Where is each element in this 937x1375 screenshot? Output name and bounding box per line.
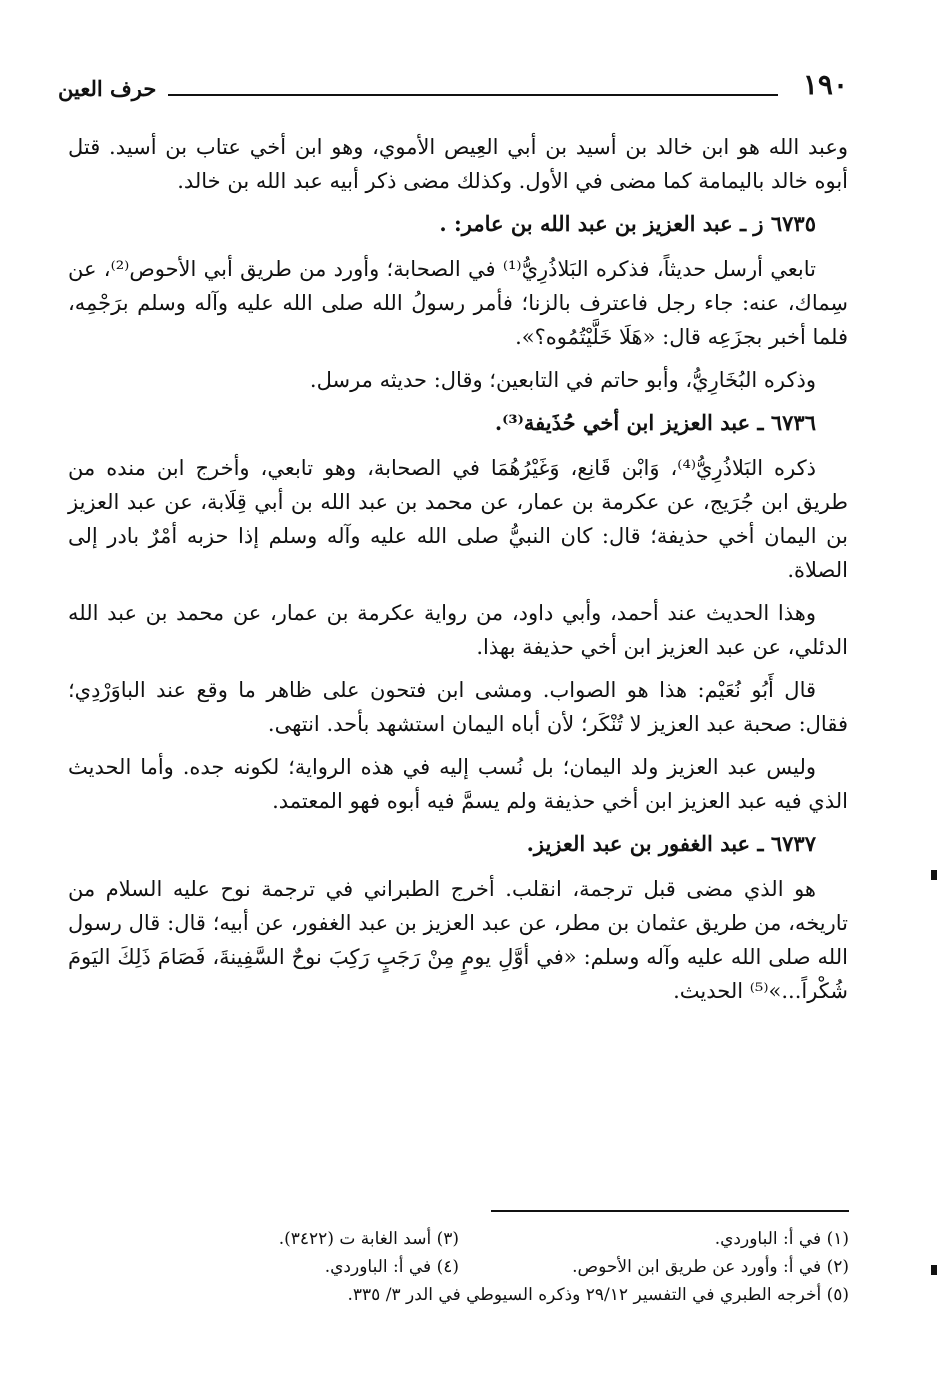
entry-heading: ٦٧٣٦ ـ عبد العزيز ابن أخي حُذَيفة⁽³⁾.: [494, 410, 816, 435]
paragraph: تابعي أرسل حديثاً، فذكره البَلاذُرِيُّ⁽¹⁾ في الصحابة؛ وأورد من طريق أبي الأحوص⁽²⁾، عن سِماك، عنه: جاء رجل فاعترف بالزنا؛ فأمر رسولُ الله صلى الله عليه وآله وسلم برَجْمِه، فلما أخبر بجزَعِه قال: «هَلَا خَلَّيْتُمُوه؟».: [68, 257, 848, 349]
header-rule: [168, 94, 778, 96]
paragraph: وهذا الحديث عند أحمد، وأبي داود، من رواية عكرمة بن عمار، عن محمد بن عبد الله الدئلي، عن عبد العزيز ابن أخي حذيفة بهذا.: [68, 601, 848, 659]
footnote-4: (٤) في أ: الباوردي.: [324, 1257, 459, 1277]
paragraph: وذكره البُخَارِيُّ، وأبو حاتم في التابعين؛ وقال: حديثه مرسل.: [309, 368, 816, 392]
footnote-5: (٥) أخرجه الطبري في التفسير ٢٩/١٢ وذكره السيوطي في الدر ٣/ ٣٣٥.: [347, 1285, 849, 1305]
footnote-2: (٢) في أ: وأورد عن طريق ابن الأحوص.: [572, 1257, 849, 1277]
running-title: حرف العين: [58, 76, 157, 101]
footnote-row: [169, 1225, 849, 1253]
footnote-row: [169, 1253, 849, 1281]
main-text: [68, 130, 848, 1190]
margin-mark: [931, 1265, 937, 1275]
entry-heading: ٦٧٣٧ ـ عبد الغفور بن عبد العزيز.: [526, 831, 816, 856]
footnote-row: [169, 1281, 849, 1309]
footnote-3: (٣) أسد الغابة ت (٣٤٢٢).: [278, 1229, 459, 1249]
entry-heading: ٦٧٣٥ ز ـ عبد العزيز بن عبد الله بن عامر: .: [439, 211, 816, 236]
footnote-1: (١) في أ: الباوردي.: [714, 1229, 849, 1249]
paragraph: وعبد الله هو ابن خالد بن أسيد بن أبي العِيص الأموي، وهو ابن أخي عتاب بن أسيد. قتل أبوه خالد باليمامة كما مضى في الأول. وكذلك مضى ذكر أبيه عبد الله بن خالد.: [68, 135, 849, 193]
paragraph: ذكره البَلاذُرِيُّ⁽⁴⁾، وَابْن قَانِع، وَغَيْرُهُمَا في الصحابة، وهو تابعي، وأخرج ابن منده من طريق ابن جُرَيج، عن عكرمة بن عمار، عن محمد بن عبد الله بن أبي قِلَابة، عن عبد العزيز بن اليمان أخي حذيفة؛ قال: كان النبيُّ صلى الله عليه وآله وسلم إذا حزبه أمْرٌ بادر إلى الصلاة.: [68, 456, 848, 582]
paragraph: قال أَبُو نُعَيْم: هذا هو الصواب. ومشى ابن فتحون على ظاهر ما وقع عند الباوَرْدِي؛ فقال: صحبة عبد العزيز لا تُنْكَر؛ لأن أباه اليمان استشهد بأحد. انتهى.: [68, 678, 848, 736]
margin-mark: [931, 870, 937, 880]
footnotes: [169, 1225, 849, 1335]
page-header: [58, 68, 848, 108]
paragraph: هو الذي مضى قبل ترجمة، انقلب. أخرج الطبراني في ترجمة نوح عليه السلام من تاريخه، من طريق عثمان بن مطر، عن عبد العزيز بن عبد الغفور، عن أبيه؛ قال: قال رسول الله صلى الله عليه وآله وسلم: «في أوَّلِ يومٍ مِنْ رَجَبٍ رَكِبَ نوحٌ السَّفِينةَ، فَصَامَ ذَلِكَ اليَومَ شُكْراً...»⁽⁵⁾ الحديث.: [68, 877, 848, 1003]
footnote-separator: [491, 1210, 849, 1212]
paragraph: وليس عبد العزيز ولد اليمان؛ بل نُسب إليه في هذه الرواية؛ لكونه جده. وأما الحديث الذي فيه عبد العزيز ابن أخي حذيفة ولم يسمَّ فيه أبوه فهو المعتمد.: [68, 755, 848, 813]
page-number: ١٩٠: [802, 68, 848, 101]
